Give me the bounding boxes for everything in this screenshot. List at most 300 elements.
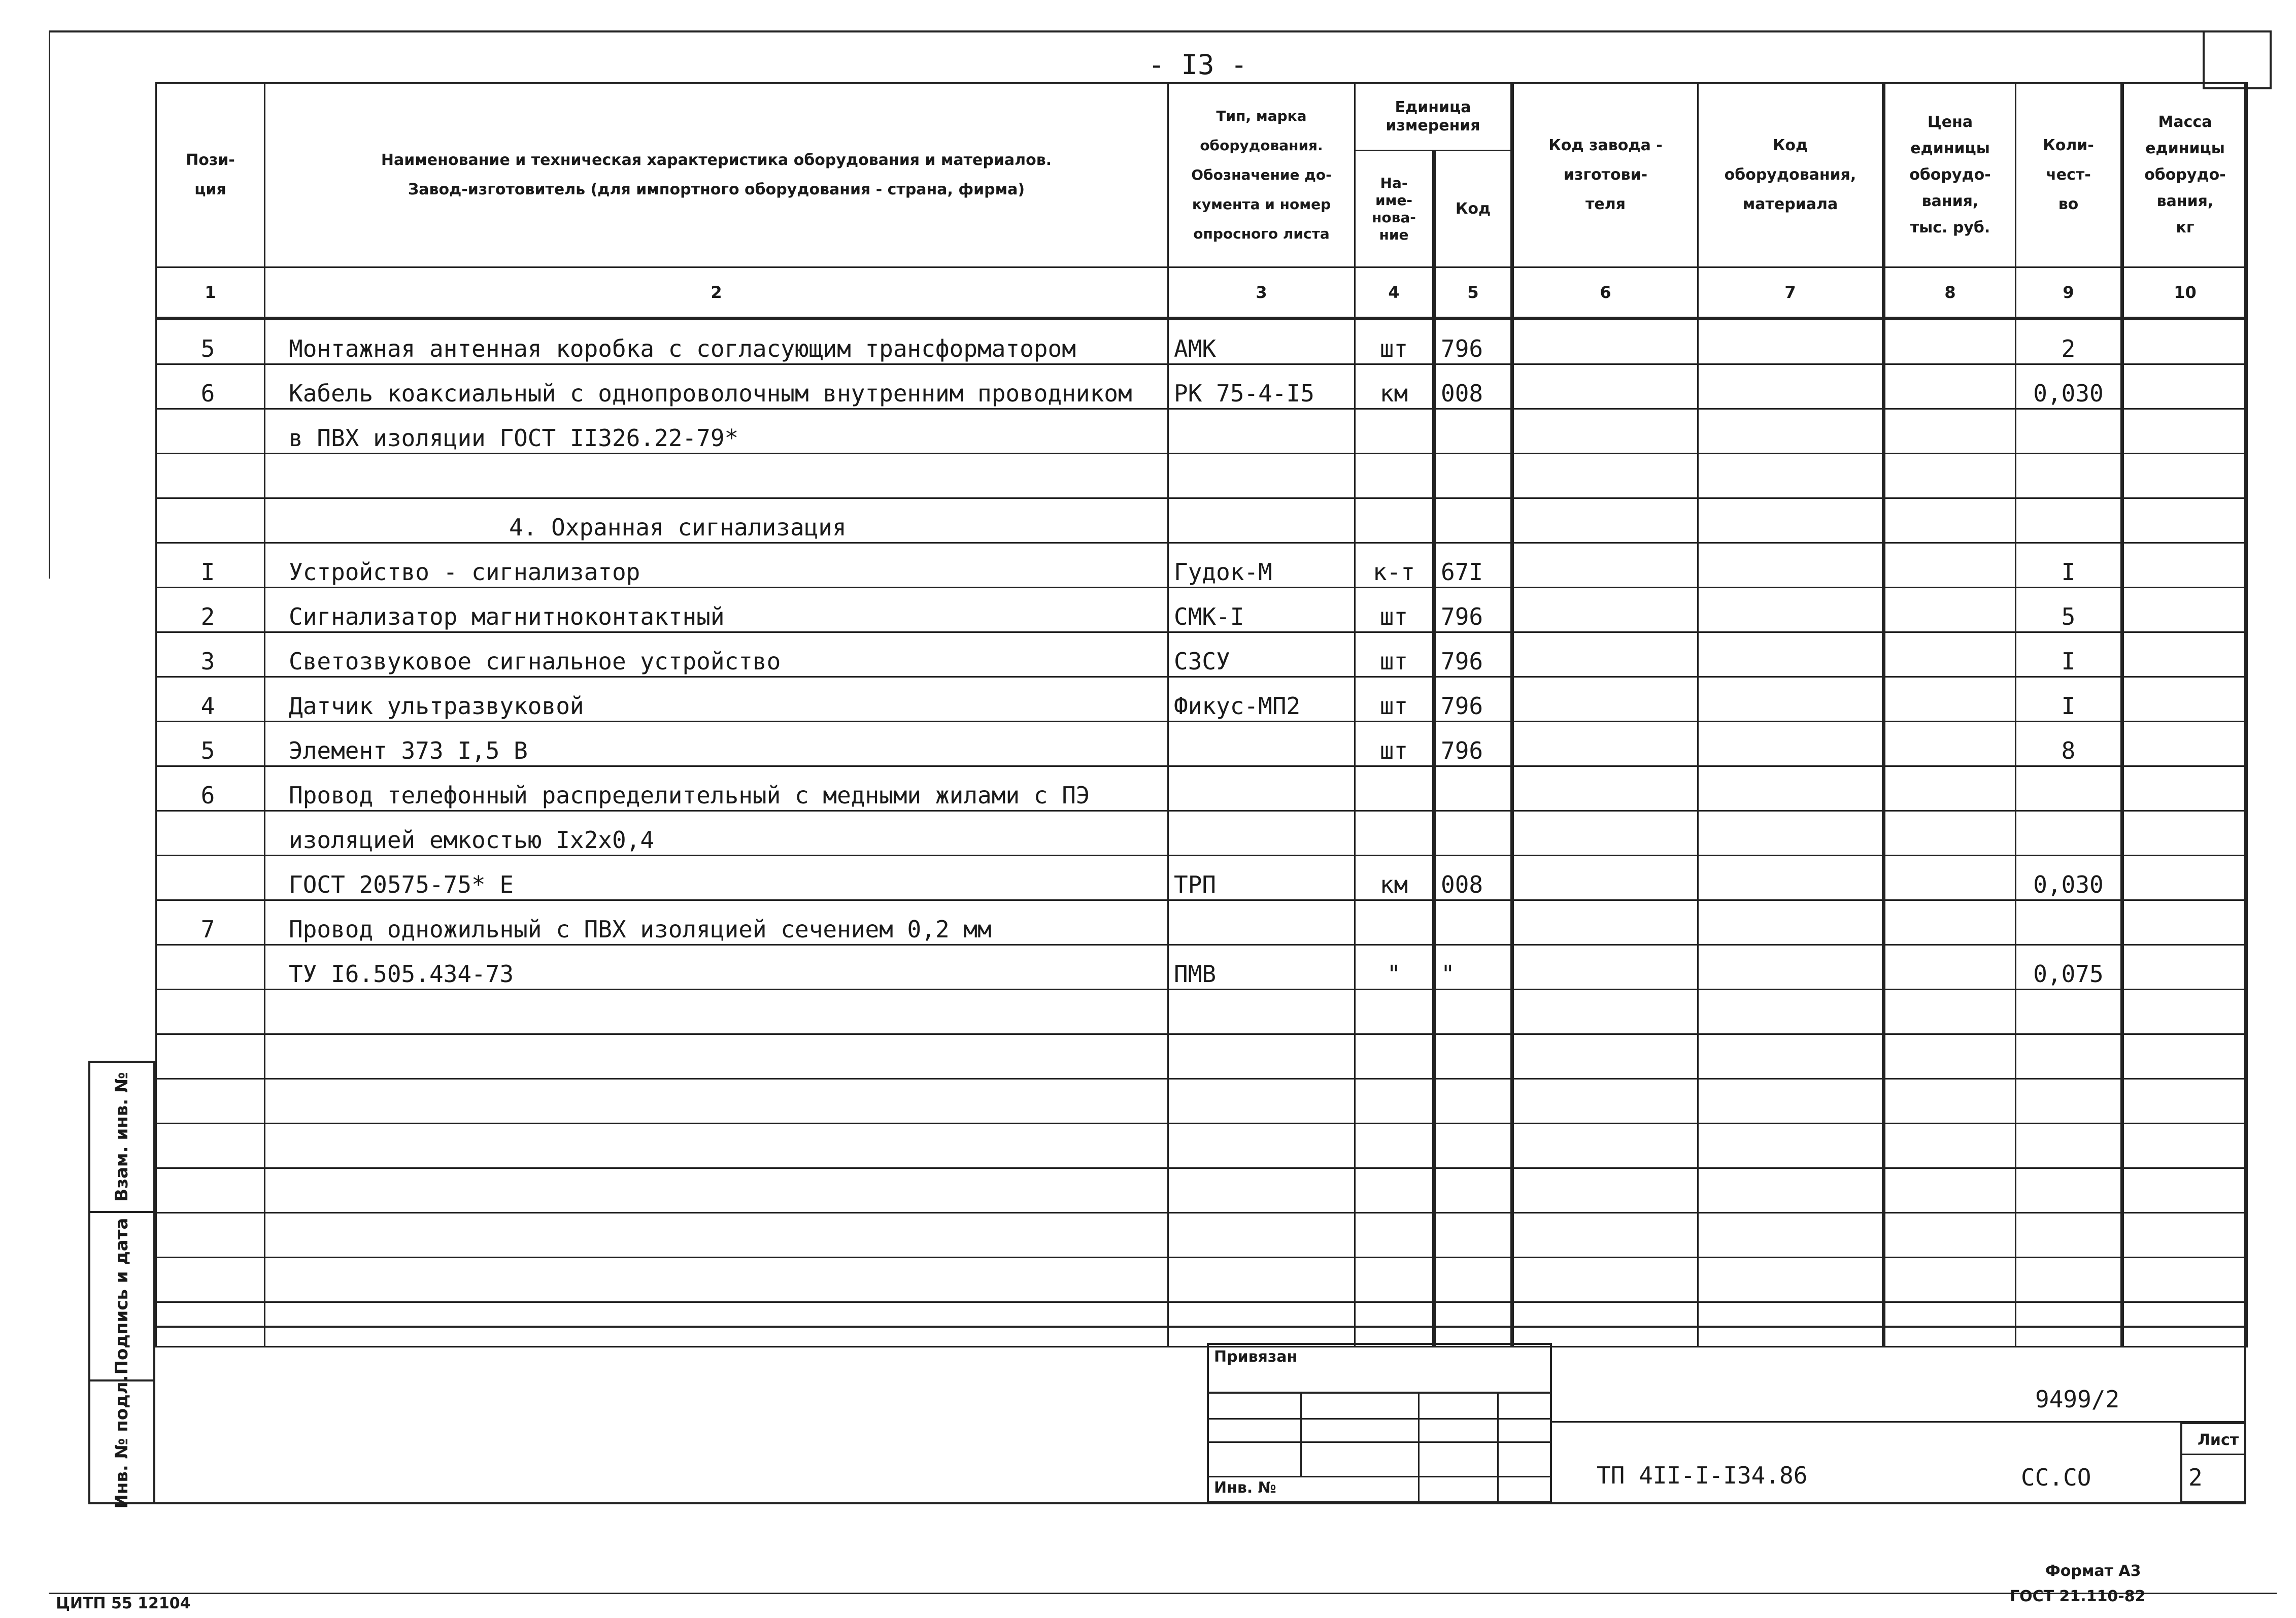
cell-position [156,1124,265,1168]
cell-unit-name: шт [1355,319,1434,364]
header-mass: Масса единицы оборудо- вания, кг [2122,83,2247,267]
cell-equipment-code [1698,588,1884,632]
cell-type [1168,900,1355,945]
cell-name: Провод одножильный с ПВХ изоляцией сечением 0,2 мм [265,900,1168,945]
cell-position [156,1034,265,1079]
cell-unit-code: 008 [1434,364,1512,409]
cell-price [1884,319,2016,364]
cell-price [1884,1302,2016,1347]
cell-unit-name [1355,1079,1434,1124]
cell-equipment-code [1698,498,1884,543]
table-row [156,498,2247,543]
cell-plant-code [1512,1034,1698,1079]
privyazan-hline-1 [1207,1392,1552,1394]
cell-plant-code [1512,1258,1698,1302]
cell-unit-name: шт [1355,588,1434,632]
cell-unit-code [1434,1302,1512,1347]
cell-mass [2122,1079,2247,1124]
cell-type [1168,1168,1355,1213]
cell-name: ГОСТ 20575-75* Е [265,856,1168,900]
stamp-signature-date [88,1211,155,1381]
cell-quantity [2016,1124,2122,1168]
cell-mass [2122,1034,2247,1079]
cell-equipment-code [1698,722,1884,766]
cell-name: Сигнализатор магнитноконтактный [265,588,1168,632]
cell-unit-name [1355,1258,1434,1302]
cell-quantity [2016,811,2122,856]
doc-code: СС.СО [2021,1464,2091,1491]
cell-unit-name: км [1355,856,1434,900]
cell-position: 6 [156,364,265,409]
privyazan-hline-2 [1207,1418,1552,1420]
cell-mass [2122,1168,2247,1213]
cell-mass [2122,1213,2247,1258]
project-code: ТП 4II-I-I34.86 [1597,1462,1808,1489]
table-row [156,811,2247,856]
cell-mass [2122,588,2247,632]
cell-type [1168,811,1355,856]
header-unit-group: Единица измерения [1355,83,1512,151]
cell-name: Устройство - сигнализатор [265,543,1168,588]
cell-unit-name [1355,990,1434,1034]
colnum-6: 6 [1512,267,1698,319]
table-row [156,1213,2247,1258]
cell-position [156,1258,265,1302]
colnum-1: 1 [156,267,265,319]
cell-unit-name [1355,811,1434,856]
cell-type [1168,498,1355,543]
privyazan-hline-4 [1207,1476,1552,1477]
cell-type [1168,990,1355,1034]
cell-name: в ПВХ изоляции ГОСТ II326.22-79* [265,409,1168,454]
title-hline [1552,1421,2246,1423]
cell-equipment-code [1698,766,1884,811]
table-row [156,722,2247,766]
cell-plant-code [1512,990,1698,1034]
cell-position: I [156,543,265,588]
cell-plant-code [1512,766,1698,811]
privyazan-vline-3 [1497,1392,1499,1503]
cell-mass [2122,766,2247,811]
cell-equipment-code [1698,364,1884,409]
cell-type [1168,1124,1355,1168]
cell-plant-code [1512,1213,1698,1258]
cell-price [1884,632,2016,677]
cell-plant-code [1512,677,1698,722]
cell-name: изоляцией емкостью Iх2х0,4 [265,811,1168,856]
cell-unit-code [1434,766,1512,811]
cell-name: 4. Охранная сигнализация [265,498,1168,543]
cell-quantity [2016,900,2122,945]
cell-type [1168,722,1355,766]
cell-mass [2122,498,2247,543]
right-frame-line [2244,82,2246,1503]
cell-unit-name: шт [1355,677,1434,722]
cell-mass [2122,900,2247,945]
privyazan-hline-3 [1207,1441,1552,1443]
table-row [156,1258,2247,1302]
cell-position [156,856,265,900]
cell-quantity [2016,990,2122,1034]
cell-plant-code [1512,722,1698,766]
cell-position [156,1213,265,1258]
colnum-2: 2 [265,267,1168,319]
cell-unit-code [1434,1124,1512,1168]
cell-type: АМК [1168,319,1355,364]
cell-position: 5 [156,319,265,364]
cell-type: Фикус-МП2 [1168,677,1355,722]
cell-type [1168,1034,1355,1079]
cell-price [1884,543,2016,588]
cell-plant-code [1512,1302,1698,1347]
cell-equipment-code [1698,1258,1884,1302]
header-row-1 [156,83,2247,151]
cell-name: Провод телефонный распределительный с медными жилами с ПЭ [265,766,1168,811]
stamp-original-inv [88,1375,155,1509]
table-row [156,1079,2247,1124]
cell-price [1884,1124,2016,1168]
cell-quantity: 0,075 [2016,945,2122,990]
header-type: Тип, марка оборудования. Обозначение до- кумента и номер опросного листа [1168,83,1355,267]
cell-position [156,811,265,856]
cell-unit-code [1434,1079,1512,1124]
footer-format: Формат А3 [2045,1562,2141,1580]
cell-unit-code [1434,811,1512,856]
cell-unit-name [1355,900,1434,945]
header-unit-name: На- име- нова- ние [1355,151,1434,267]
cell-mass [2122,722,2247,766]
cell-type [1168,1213,1355,1258]
cell-price [1884,1213,2016,1258]
frame-bottom-line [49,1593,2277,1594]
album-code: 9499/2 [2035,1386,2120,1413]
stamp-original-inv-label: Инв. № подл. [112,1375,132,1509]
cell-mass [2122,1302,2247,1347]
cell-position [156,1168,265,1213]
cell-quantity [2016,498,2122,543]
cell-type [1168,409,1355,454]
table-row [156,364,2247,409]
cell-unit-name [1355,409,1434,454]
cell-equipment-code [1698,1213,1884,1258]
spec-table [155,82,2248,1347]
privyazan-label: Привязан [1214,1348,1298,1366]
header-plant-code: Код завода - изготови- теля [1512,83,1698,267]
footer-left-code: ЦИТП 55 12104 [56,1595,191,1612]
cell-quantity: 2 [2016,319,2122,364]
cell-price [1884,766,2016,811]
cell-equipment-code [1698,1079,1884,1124]
table-row [156,900,2247,945]
stamp-replacement-inv [88,1061,155,1213]
cell-price [1884,856,2016,900]
cell-quantity: 8 [2016,722,2122,766]
header-name [265,83,1168,267]
table-row [156,454,2247,498]
cell-price [1884,1258,2016,1302]
cell-mass [2122,543,2247,588]
table-row [156,766,2247,811]
cell-equipment-code [1698,632,1884,677]
cell-name: ТУ I6.505.434-73 [265,945,1168,990]
cell-quantity: I [2016,543,2122,588]
cell-unit-name [1355,766,1434,811]
stamp-replacement-inv-label: Взам. инв. № [112,1072,132,1202]
sheet-divider [2180,1454,2246,1455]
cell-mass [2122,856,2247,900]
cell-equipment-code [1698,543,1884,588]
cell-mass [2122,1258,2247,1302]
cell-quantity [2016,1079,2122,1124]
cell-position: 4 [156,677,265,722]
cell-position [156,1302,265,1347]
sheet-label: Лист [2198,1431,2239,1449]
cell-price [1884,1079,2016,1124]
cell-plant-code [1512,1168,1698,1213]
cell-mass [2122,409,2247,454]
cell-unit-name [1355,1124,1434,1168]
cell-name: Монтажная антенная коробка с согласующим трансформатором [265,319,1168,364]
table-row [156,409,2247,454]
cell-unit-code: 008 [1434,856,1512,900]
cell-unit-code [1434,1258,1512,1302]
cell-plant-code [1512,588,1698,632]
cell-name [265,1168,1168,1213]
table-row [156,945,2247,990]
cell-plant-code [1512,454,1698,498]
cell-price [1884,945,2016,990]
cell-unit-code: 796 [1434,588,1512,632]
table-row [156,1034,2247,1079]
colnum-3: 3 [1168,267,1355,319]
cell-equipment-code [1698,990,1884,1034]
colnum-9: 9 [2016,267,2122,319]
cell-position: 5 [156,722,265,766]
cell-name [265,1213,1168,1258]
cell-unit-code: 796 [1434,632,1512,677]
cell-position [156,454,265,498]
cell-unit-code [1434,1213,1512,1258]
cell-name [265,1302,1168,1347]
cell-quantity [2016,409,2122,454]
cell-plant-code [1512,811,1698,856]
cell-name [265,1034,1168,1079]
cell-unit-code [1434,454,1512,498]
cell-unit-name [1355,1213,1434,1258]
colnum-10: 10 [2122,267,2247,319]
cell-unit-name [1355,1034,1434,1079]
header-equipment-code: Код оборудования, материала [1698,83,1884,267]
cell-price [1884,364,2016,409]
cell-quantity [2016,454,2122,498]
header-quantity: Коли- чест- во [2016,83,2122,267]
colnum-4: 4 [1355,267,1434,319]
cell-type: Гудок-М [1168,543,1355,588]
cell-price [1884,1034,2016,1079]
cell-name: Датчик ультразвуковой [265,677,1168,722]
cell-unit-code: 796 [1434,677,1512,722]
header-unit-code: Код [1434,151,1512,267]
cell-equipment-code [1698,409,1884,454]
cell-unit-code [1434,900,1512,945]
cell-quantity [2016,1034,2122,1079]
cell-type [1168,454,1355,498]
cell-type: СЗСУ [1168,632,1355,677]
cell-type: СМК-I [1168,588,1355,632]
cell-quantity: I [2016,632,2122,677]
cell-type [1168,1079,1355,1124]
footer-gost: ГОСТ 21.110-82 [2010,1588,2146,1605]
privyazan-vline-2 [1418,1392,1420,1503]
cell-quantity: I [2016,677,2122,722]
cell-position: 7 [156,900,265,945]
cell-unit-name [1355,454,1434,498]
cell-unit-name: к-т [1355,543,1434,588]
cell-mass [2122,319,2247,364]
cell-type: ПМВ [1168,945,1355,990]
cell-price [1884,811,2016,856]
table-row [156,1168,2247,1213]
cell-type: ТРП [1168,856,1355,900]
table-row [156,588,2247,632]
cell-plant-code [1512,856,1698,900]
cell-position: 6 [156,766,265,811]
cell-mass [2122,811,2247,856]
cell-quantity [2016,1213,2122,1258]
cell-type: РК 75-4-I5 [1168,364,1355,409]
cell-name [265,1079,1168,1124]
cell-plant-code [1512,543,1698,588]
cell-position: 3 [156,632,265,677]
cell-unit-code [1434,990,1512,1034]
page-number: - I3 - [1148,49,1247,81]
cell-mass [2122,454,2247,498]
cell-quantity: 0,030 [2016,856,2122,900]
cell-unit-name: шт [1355,632,1434,677]
cell-unit-name: шт [1355,722,1434,766]
cell-plant-code [1512,1079,1698,1124]
cell-name [265,990,1168,1034]
table-row [156,543,2247,588]
cell-price [1884,990,2016,1034]
cell-quantity [2016,1168,2122,1213]
cell-type [1168,1258,1355,1302]
table-row [156,319,2247,364]
table-row [156,632,2247,677]
cell-plant-code [1512,319,1698,364]
cell-equipment-code [1698,1168,1884,1213]
cell-type [1168,1302,1355,1347]
cell-mass [2122,632,2247,677]
cell-name: Светозвуковое сигнальное устройство [265,632,1168,677]
cell-unit-name: км [1355,364,1434,409]
table-row [156,856,2247,900]
cell-name [265,454,1168,498]
cell-equipment-code [1698,856,1884,900]
cell-mass [2122,990,2247,1034]
cell-unit-name [1355,1168,1434,1213]
cell-equipment-code [1698,900,1884,945]
cell-quantity [2016,1258,2122,1302]
cell-unit-code [1434,498,1512,543]
cell-unit-code [1434,1168,1512,1213]
cell-plant-code [1512,364,1698,409]
cell-unit-code: " [1434,945,1512,990]
cell-position [156,990,265,1034]
cell-equipment-code [1698,1124,1884,1168]
cell-unit-code [1434,409,1512,454]
cell-mass [2122,677,2247,722]
table-row [156,1302,2247,1347]
cell-equipment-code [1698,811,1884,856]
cell-position [156,498,265,543]
frame-left-line [49,30,50,579]
cell-equipment-code [1698,319,1884,364]
colnum-5: 5 [1434,267,1512,319]
cell-mass [2122,1124,2247,1168]
cell-plant-code [1512,1124,1698,1168]
privyazan-vline-1 [1300,1392,1302,1476]
table-row [156,1124,2247,1168]
header-name-line2: Завод-изготовитель (для импортного оборудования - страна, фирма) [408,181,1025,198]
cell-quantity [2016,1302,2122,1347]
cell-plant-code [1512,409,1698,454]
colnum-7: 7 [1698,267,1884,319]
frame-top-line [49,30,2272,32]
cell-unit-code [1434,1034,1512,1079]
cell-equipment-code [1698,945,1884,990]
cell-position [156,945,265,990]
cell-price [1884,722,2016,766]
cell-equipment-code [1698,454,1884,498]
cell-position: 2 [156,588,265,632]
table-row [156,990,2247,1034]
bottom-frame-line [155,1502,2246,1504]
table-bottom-line [155,1326,2246,1328]
cell-plant-code [1512,945,1698,990]
cell-price [1884,409,2016,454]
cell-price [1884,1168,2016,1213]
cell-name [265,1124,1168,1168]
table-row [156,677,2247,722]
sheet-value: 2 [2188,1464,2203,1491]
cell-equipment-code [1698,677,1884,722]
corner-box [2203,30,2272,89]
cell-mass [2122,364,2247,409]
cell-plant-code [1512,900,1698,945]
colnum-8: 8 [1884,267,2016,319]
cell-quantity: 5 [2016,588,2122,632]
header-price: Цена единицы оборудо- вания, тыс. руб. [1884,83,2016,267]
spec-table-body [156,319,2247,1347]
header-name-line1: Наименование и техническая характеристика оборудования и материалов. [381,151,1052,169]
column-number-row [156,267,2247,319]
cell-quantity: 0,030 [2016,364,2122,409]
cell-unit-name [1355,1302,1434,1347]
cell-plant-code [1512,498,1698,543]
cell-price [1884,498,2016,543]
cell-quantity [2016,766,2122,811]
stamp-signature-date-label: Подпись и дата [112,1218,132,1375]
cell-name: Элемент 373 I,5 В [265,722,1168,766]
cell-equipment-code [1698,1302,1884,1347]
cell-position [156,1079,265,1124]
cell-equipment-code [1698,1034,1884,1079]
cell-name: Кабель коаксиальный с однопроволочным внутренним проводником [265,364,1168,409]
cell-price [1884,588,2016,632]
inv-no-label: Инв. № [1214,1479,1276,1497]
header-position: Пози- ция [156,83,265,267]
